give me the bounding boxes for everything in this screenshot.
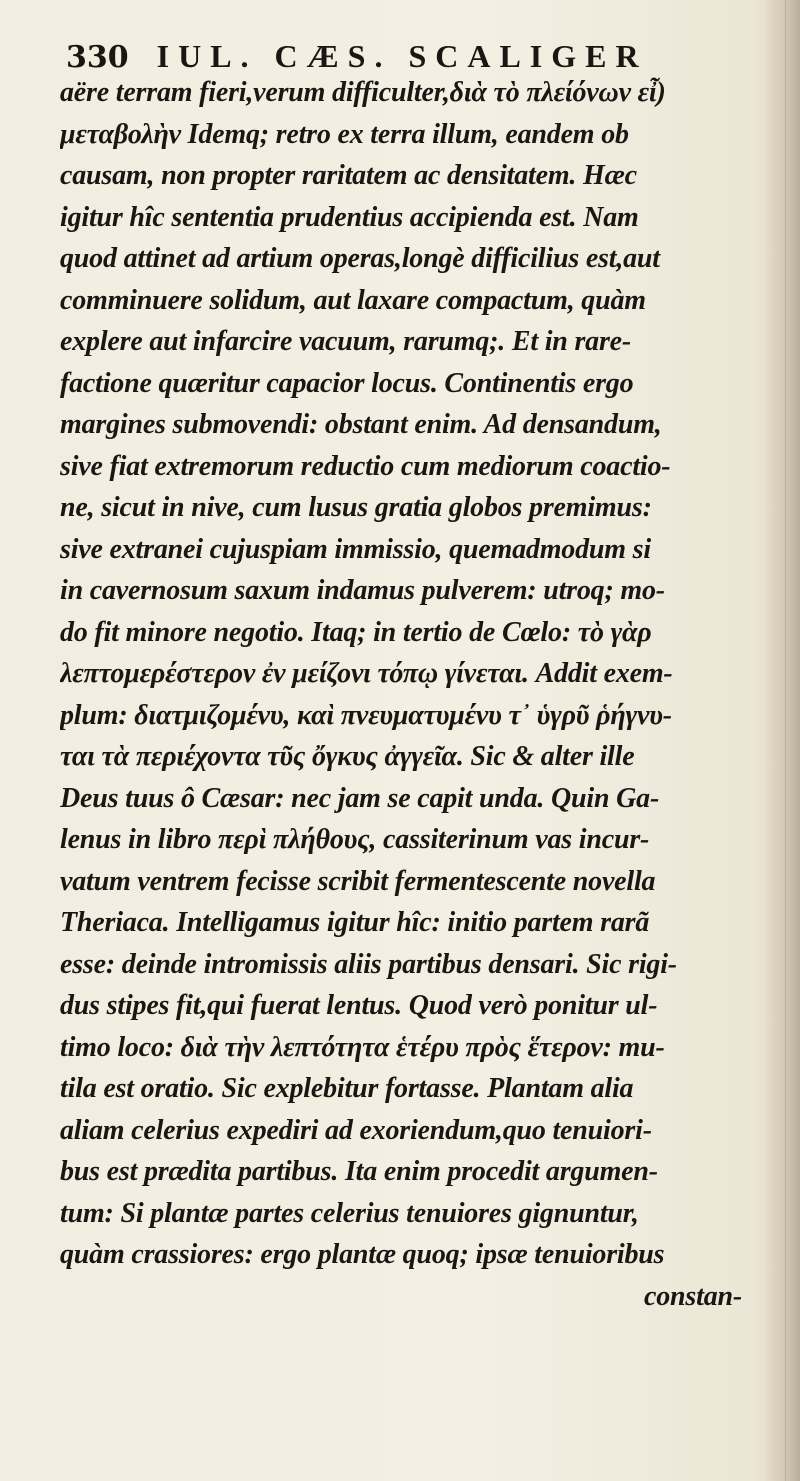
text-line: aliam celerius expediri ad exoriendum,quo tenuiori- (60, 1114, 652, 1146)
text-line: sive fiat extremorum reductio cum mediorum coactio- (60, 450, 671, 482)
text-line: bus est prædita partibus. Ita enim procedit argumen- (60, 1156, 658, 1187)
text-line: quod attinet ad artium operas,longè difficilius est,aut (60, 243, 660, 274)
text-line: margines submovendi: obstant enim. Ad densandum, (60, 409, 662, 440)
text-line: tila est oratio. Sic explebitur fortasse. Plantam alia (60, 1073, 634, 1104)
text-line: quàm crassiores: ergo plantæ quoq; ipsæ tenuioribus (60, 1239, 665, 1270)
text-line: aëre terram fieri,verum difficulter,διὰ τὸ πλείόνων εἶ) (60, 77, 666, 108)
text-line: explere aut infarcire vacuum, rarumq;. Et in rare- (60, 326, 632, 357)
text-line: lenus in libro περὶ πλήθους, cassiterinum vas incur- (60, 824, 650, 855)
running-head: IUL. CÆS. SCALIGER (156, 38, 648, 74)
text-line: in cavernosum saxum indamus pulverem: utroq; mo- (60, 575, 665, 606)
text-line: timo loco: διὰ τὴν λεπτότητα ἑτέρυ πρὸς ἕτερον: mu- (60, 1031, 665, 1063)
text-line: Theriaca. Intelligamus igitur hîc: initio partem rarã (60, 907, 650, 938)
text-line: ne, sicut in nive, cum lusus gratia globos premimus: (60, 492, 652, 523)
text-line: sive extranei cujuspiam immissio, quemadmodum si (60, 533, 651, 565)
body-text (60, 72, 800, 1317)
text-line: ται τὰ περιέχοντα τῦς ὄγκυς ἀγγεῖα. Sic & alter ille (60, 741, 635, 772)
text-line: causam, non propter raritatem ac densitatem. Hæc (60, 160, 637, 191)
text-line: μεταβολὴν Idemq; retro ex terra illum, eandem ob (60, 118, 629, 150)
text-line: factione quæritur capacior locus. Continentis ergo (60, 367, 634, 399)
page-number: 330 (66, 40, 129, 75)
text-line: dus stipes fit,qui fuerat lentus. Quod verò ponitur ul- (60, 990, 658, 1021)
text-line: esse: deinde intromissis aliis partibus densari. Sic rigi- (60, 948, 677, 980)
text-line: Deus tuus ô Cæsar: nec jam se capit unda. Quin Ga- (60, 782, 660, 814)
catchword: constan- (644, 1280, 742, 1312)
text-line: igitur hîc sententia prudentius accipienda est. Nam (60, 201, 639, 233)
text-line: λεπτομερέστερον ἐν μείζονι τόπῳ γίνεται. Addit exem- (60, 658, 673, 689)
text-line: tum: Si plantæ partes celerius tenuiores gignuntur, (60, 1197, 639, 1229)
text-line: do fit minore negotio. Itaq; in tertio de Cœlo: τὸ γὰρ (60, 616, 652, 648)
text-line: vatum ventrem fecisse scribit fermentescente novella (60, 865, 656, 897)
text-line: plum: διατμιζομένυ, καὶ πνευματυμένυ τ᾽ ὑγρῦ ῥήγνυ- (60, 699, 672, 731)
text-line: comminuere solidum, aut laxare compactum, quàm (60, 284, 646, 316)
